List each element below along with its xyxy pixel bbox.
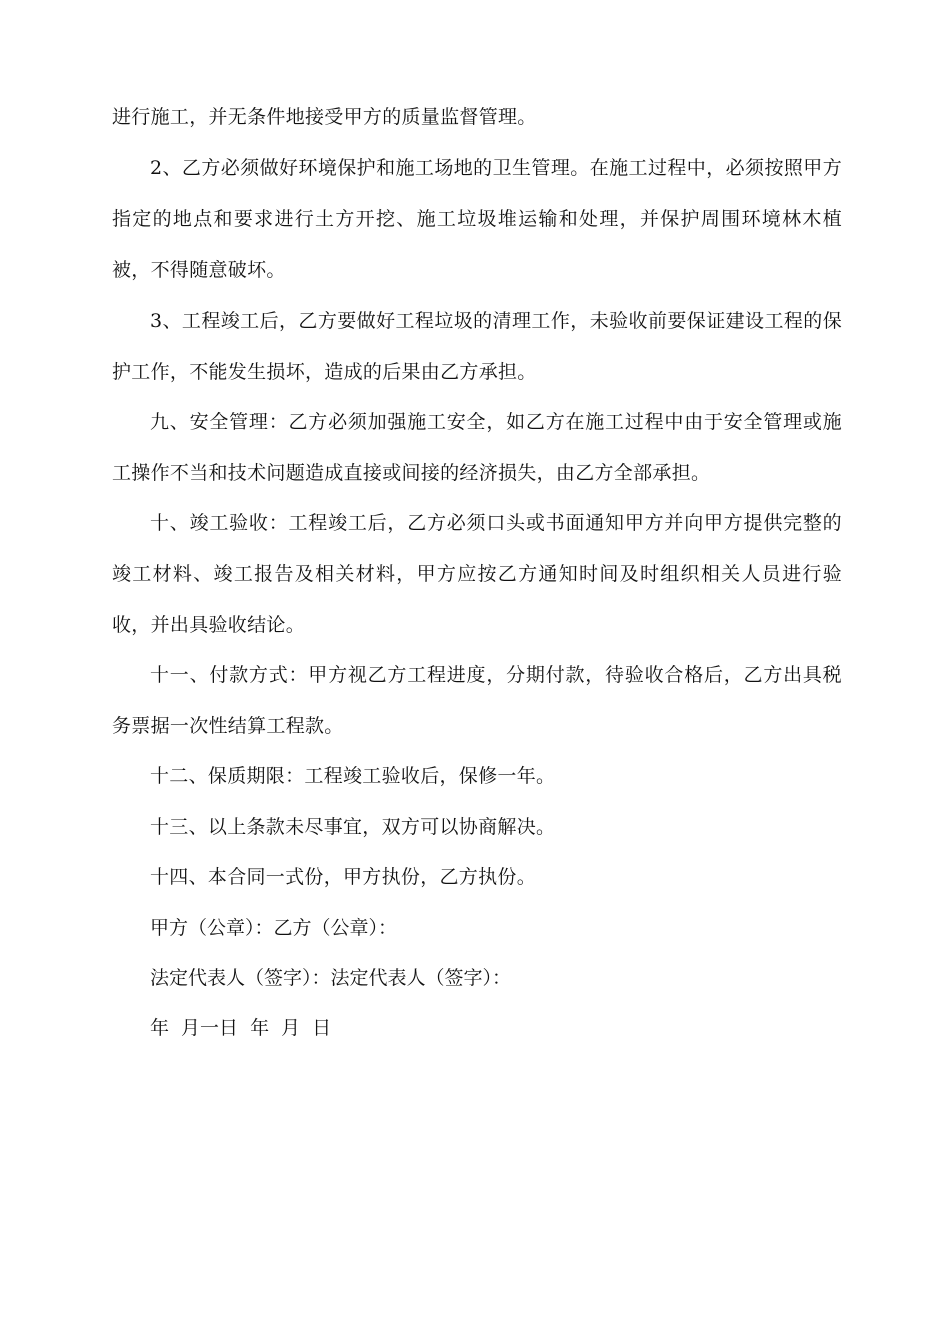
date-line: 年 月一日 年 月 日 bbox=[150, 1017, 332, 1039]
paragraph-clause-2: 2、乙方必须做好环境保护和施工场地的卫生管理。在施工过程中，必须按照甲方指定的地点和要求进行土方开挖、施工垃圾堆运输和处理，并保护周围环境林木植被，不得随意破坏。 bbox=[112, 157, 842, 281]
seal-line: 甲方（公章）：乙方（公章）： bbox=[150, 917, 398, 939]
paragraph-unresolved-matters: 十三、以上条款未尽事宜，双方可以协商解决。 bbox=[150, 816, 556, 838]
paragraph-clause-3: 3、工程竣工后，乙方要做好工程垃圾的清理工作，未验收前要保证建设工程的保护工作，不能发生损坏，造成的后果由乙方承担。 bbox=[112, 310, 842, 383]
paragraph-warranty-period: 十二、保质期限：工程竣工验收后，保修一年。 bbox=[150, 765, 556, 787]
paragraph-completion-acceptance: 十、竣工验收：工程竣工后，乙方必须口头或书面通知甲方并向甲方提供完整的竣工材料、竣工报告及相关材料，甲方应按乙方通知时间及时组织相关人员进行验收，并出具验收结论。 bbox=[112, 512, 842, 636]
paragraph-copies: 十四、本合同一式份，甲方执份，乙方执份。 bbox=[150, 866, 537, 888]
paragraph-payment-method: 十一、付款方式：甲方视乙方工程进度，分期付款，待验收合格后，乙方出具税务票据一次性结算工程款。 bbox=[112, 664, 842, 737]
paragraph-safety-management: 九、安全管理：乙方必须加强施工安全，如乙方在施工过程中由于安全管理或施工操作不当和技术问题造成直接或间接的经济损失，由乙方全部承担。 bbox=[112, 411, 842, 484]
representative-signature-line: 法定代表人（签字）：法定代表人（签字）： bbox=[150, 967, 512, 989]
paragraph-continuation: 进行施工，并无条件地接受甲方的质量监督管理。 bbox=[112, 106, 537, 128]
